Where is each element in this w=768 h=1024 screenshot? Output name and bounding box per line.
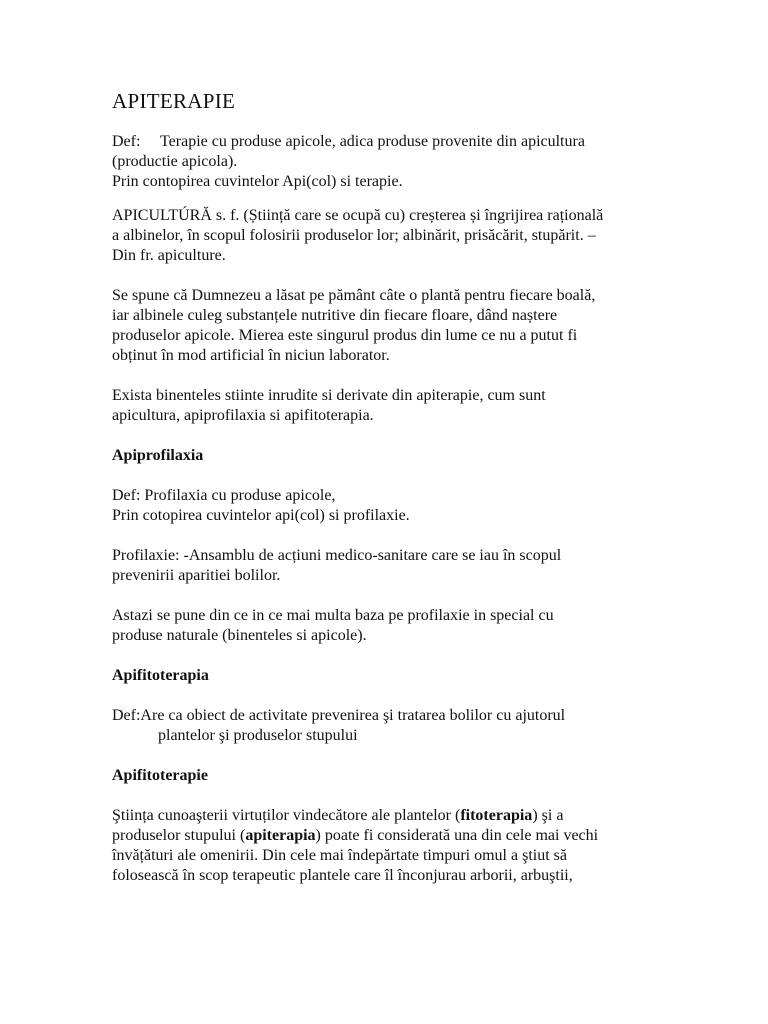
- section-heading-apiprofilaxia: Apiprofilaxia: [112, 447, 204, 464]
- section-heading-apifitoterapia: Apifitoterapia: [112, 667, 209, 684]
- paragraph-line: Def:Are ca obiect de activitate prevenirea şi tratarea bolilor cu ajutorul: [112, 707, 566, 724]
- paragraph-line: folosească în scop terapeutic plantele care îl înconjurau arborii, arbuştii,: [112, 867, 573, 884]
- paragraph-line: Profilaxie: -Ansamblu de acțiuni medico-sanitare care se iau în scopul: [112, 547, 562, 564]
- def3-paragraph: [112, 706, 652, 746]
- paragraph-line: produselor apicole. Mierea este singurul produs din lume ce nu a putut fi: [112, 327, 578, 344]
- text-run: produselor stupului (: [112, 827, 246, 844]
- paragraph-line: iar albinele culeg substanțele nutritive din fiecare floare, dând naștere: [112, 307, 558, 324]
- paragraph-line: învățături ale omenirii. Din cele mai îndepărtate timpuri omul a ştiut să: [112, 847, 567, 864]
- definition-paragraph: [112, 132, 652, 192]
- definition-line: [112, 132, 652, 152]
- document-body: [112, 88, 652, 886]
- def-label: Def:: [112, 133, 141, 150]
- definition-line: Prin contopirea cuvintelor Api(col) si terapie.: [112, 173, 403, 190]
- bold-term: apiterapia: [245, 827, 316, 844]
- paragraph-line: produse naturale (binenteles si apicole).: [112, 627, 367, 644]
- text-run: ) şi a: [532, 807, 564, 824]
- paragraph-line: APICULTÚRĂ s. f. (Știință care se ocupă cu) creșterea și îngrijirea rațională: [112, 207, 604, 224]
- astazi-paragraph: [112, 606, 652, 646]
- paragraph-line: plantelor şi produselor stupului: [158, 727, 358, 744]
- paragraph-line: Prin cotopirea cuvintelor api(col) si profilaxie.: [112, 507, 410, 524]
- paragraph-line: Se spune că Dumnezeu a lăsat pe pământ câte o plantă pentru fiecare boală,: [112, 287, 596, 304]
- paragraph-line: prevenirii aparitiei bolilor.: [112, 567, 281, 584]
- definition-line: (productie apicola).: [112, 153, 238, 170]
- paragraph-line: a albinelor, în scopul folosirii produselor lor; albinărit, prisăcărit, stupărit. –: [112, 227, 596, 244]
- stiinta-paragraph: [112, 806, 652, 886]
- paragraph-line: Def: Profilaxia cu produse apicole,: [112, 487, 336, 504]
- section-heading-apifitoterapie: Apifitoterapie: [112, 767, 208, 784]
- def-text: Terapie cu produse apicole, adica produse provenite din apicultura: [160, 133, 585, 150]
- paragraph-line: Astazi se pune din ce in ce mai multa baza pe profilaxie in special cu: [112, 607, 554, 624]
- dumnezeu-paragraph: [112, 286, 652, 366]
- paragraph-line: Din fr. apiculture.: [112, 247, 226, 264]
- document-title: APITERAPIE: [112, 89, 236, 113]
- apicultura-paragraph: [112, 206, 652, 266]
- paragraph-line: [112, 806, 652, 826]
- paragraph-line: [112, 826, 652, 846]
- paragraph-line: Exista binenteles stiinte inrudite si derivate din apiterapie, cum sunt: [112, 387, 546, 404]
- text-run: Ştiința cunoaşterii virtuților vindecătore ale plantelor (: [112, 807, 461, 824]
- def2-paragraph: [112, 486, 652, 526]
- profilaxie-paragraph: [112, 546, 652, 586]
- text-run: ) poate fi considerată una din cele mai vechi: [315, 827, 599, 844]
- bold-term: fitoterapia: [460, 807, 533, 824]
- paragraph-line: apicultura, apiprofilaxia si apifitoterapia.: [112, 407, 374, 424]
- exista-paragraph: [112, 386, 652, 426]
- paragraph-line: obținut în mod artificial în niciun laborator.: [112, 347, 390, 364]
